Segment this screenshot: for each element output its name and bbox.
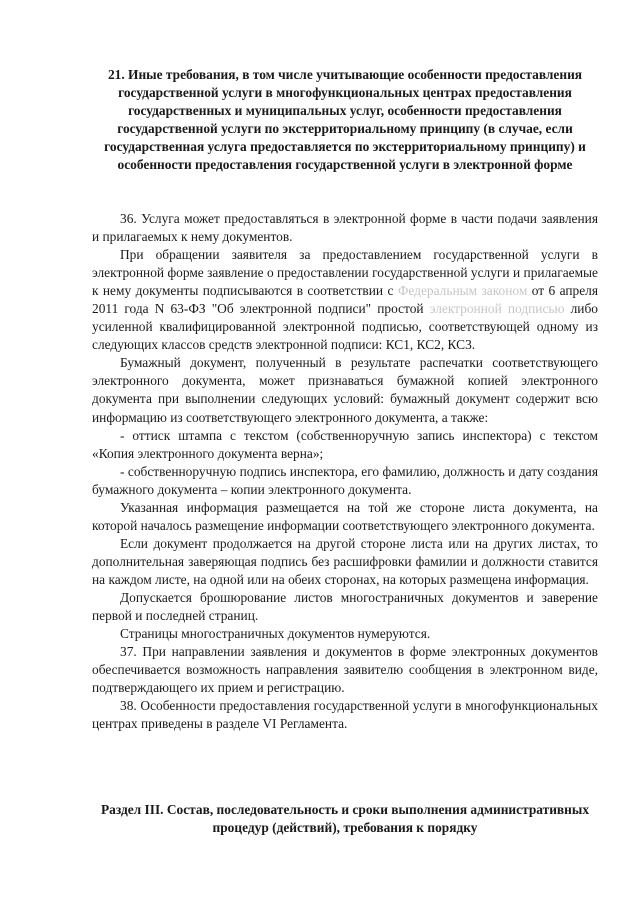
paragraph-numbering: Страницы многостраничных документов нумеруются. [120, 626, 431, 642]
paragraph-text: либо усиленной квалифицированной электронной подписью, соответствующей одному из следующих классов средств электронной подписи: КС1, КС2, КС3. [92, 301, 598, 353]
paragraph-text: от 6 апреля 2011 года N 63-ФЗ "Об электронной подписи" простой [92, 283, 598, 317]
list-item-signature: - собственноручную подпись инспектора, его фамилию, должность и дату создания бумажного документа – копии электронного документа. [92, 463, 598, 497]
paragraph-placement: Указанная информация размещается на той же стороне листа документа, на которой началось размещение информации соответствующего электронного документа. [92, 499, 598, 533]
section-21-heading: 21. Иные требования, в том числе учитывающие особенности предоставления государственной услуги в многофункциональных центрах предоставления государственных и муниципальных услуг, особенности предоставления государственной услуги по экстерриториальному принципу (в случае, если государственная услуга предоставляется по экстерриториальному принципу) и особенности предоставления государственной услуги в электронной форме [104, 67, 586, 172]
paragraph-paper-copy: Бумажный документ, полученный в результате распечатки соответствующего электронного документа, может признаваться бумажной копией электронного документа при выполнении следующих условий: бумажный документ содержит всю информацию из соответствующего электронного документа, а также: [92, 355, 598, 425]
paragraph-text: При обращении заявителя за предоставлением государственной услуги в электронной форме заявление о предоставлении государственной услуги и прилагаемые к нему документы подписываются в соответствии с [92, 247, 598, 299]
federal-law-link[interactable]: Федеральным законом [397, 283, 528, 299]
paragraph-electronic-application [92, 246, 598, 354]
paragraph-37: 37. При направлении заявления и документов в форме электронных документов обеспечивается возможность направления заявителю сообщения в электронном виде, подтверждающего их прием и регистрацию. [92, 644, 598, 696]
paragraph-38: 38. Особенности предоставления государственной услуги в многофункциональных центрах приведены в разделе VI Регламента. [92, 698, 598, 732]
section-3-heading: Раздел III. Состав, последовательность и сроки выполнения административных процедур (действий), требования к порядку [100, 802, 590, 835]
electronic-signature-link[interactable]: электронной подписью [429, 301, 565, 317]
list-item-stamp: - оттиск штампа с текстом (собственноручную запись инспектора) с текстом «Копия электронного документа верна»; [92, 427, 598, 461]
section-21-body [92, 210, 598, 733]
paragraph-36: 36. Услуга может предоставляться в электронной форме в части подачи заявления и прилагаемых к нему документов. [92, 211, 598, 245]
paragraph-continued-pages: Если документ продолжается на другой стороне листа или на других листах, то дополнительная заверяющая подпись без расшифровки фамилии и должности ставится на каждом листе, на одной или на обеих сторонах, на которых размещена информация. [92, 535, 598, 587]
paragraph-binding: Допускается брошюрование листов многостраничных документов и заверение первой и последней страниц. [92, 589, 598, 624]
